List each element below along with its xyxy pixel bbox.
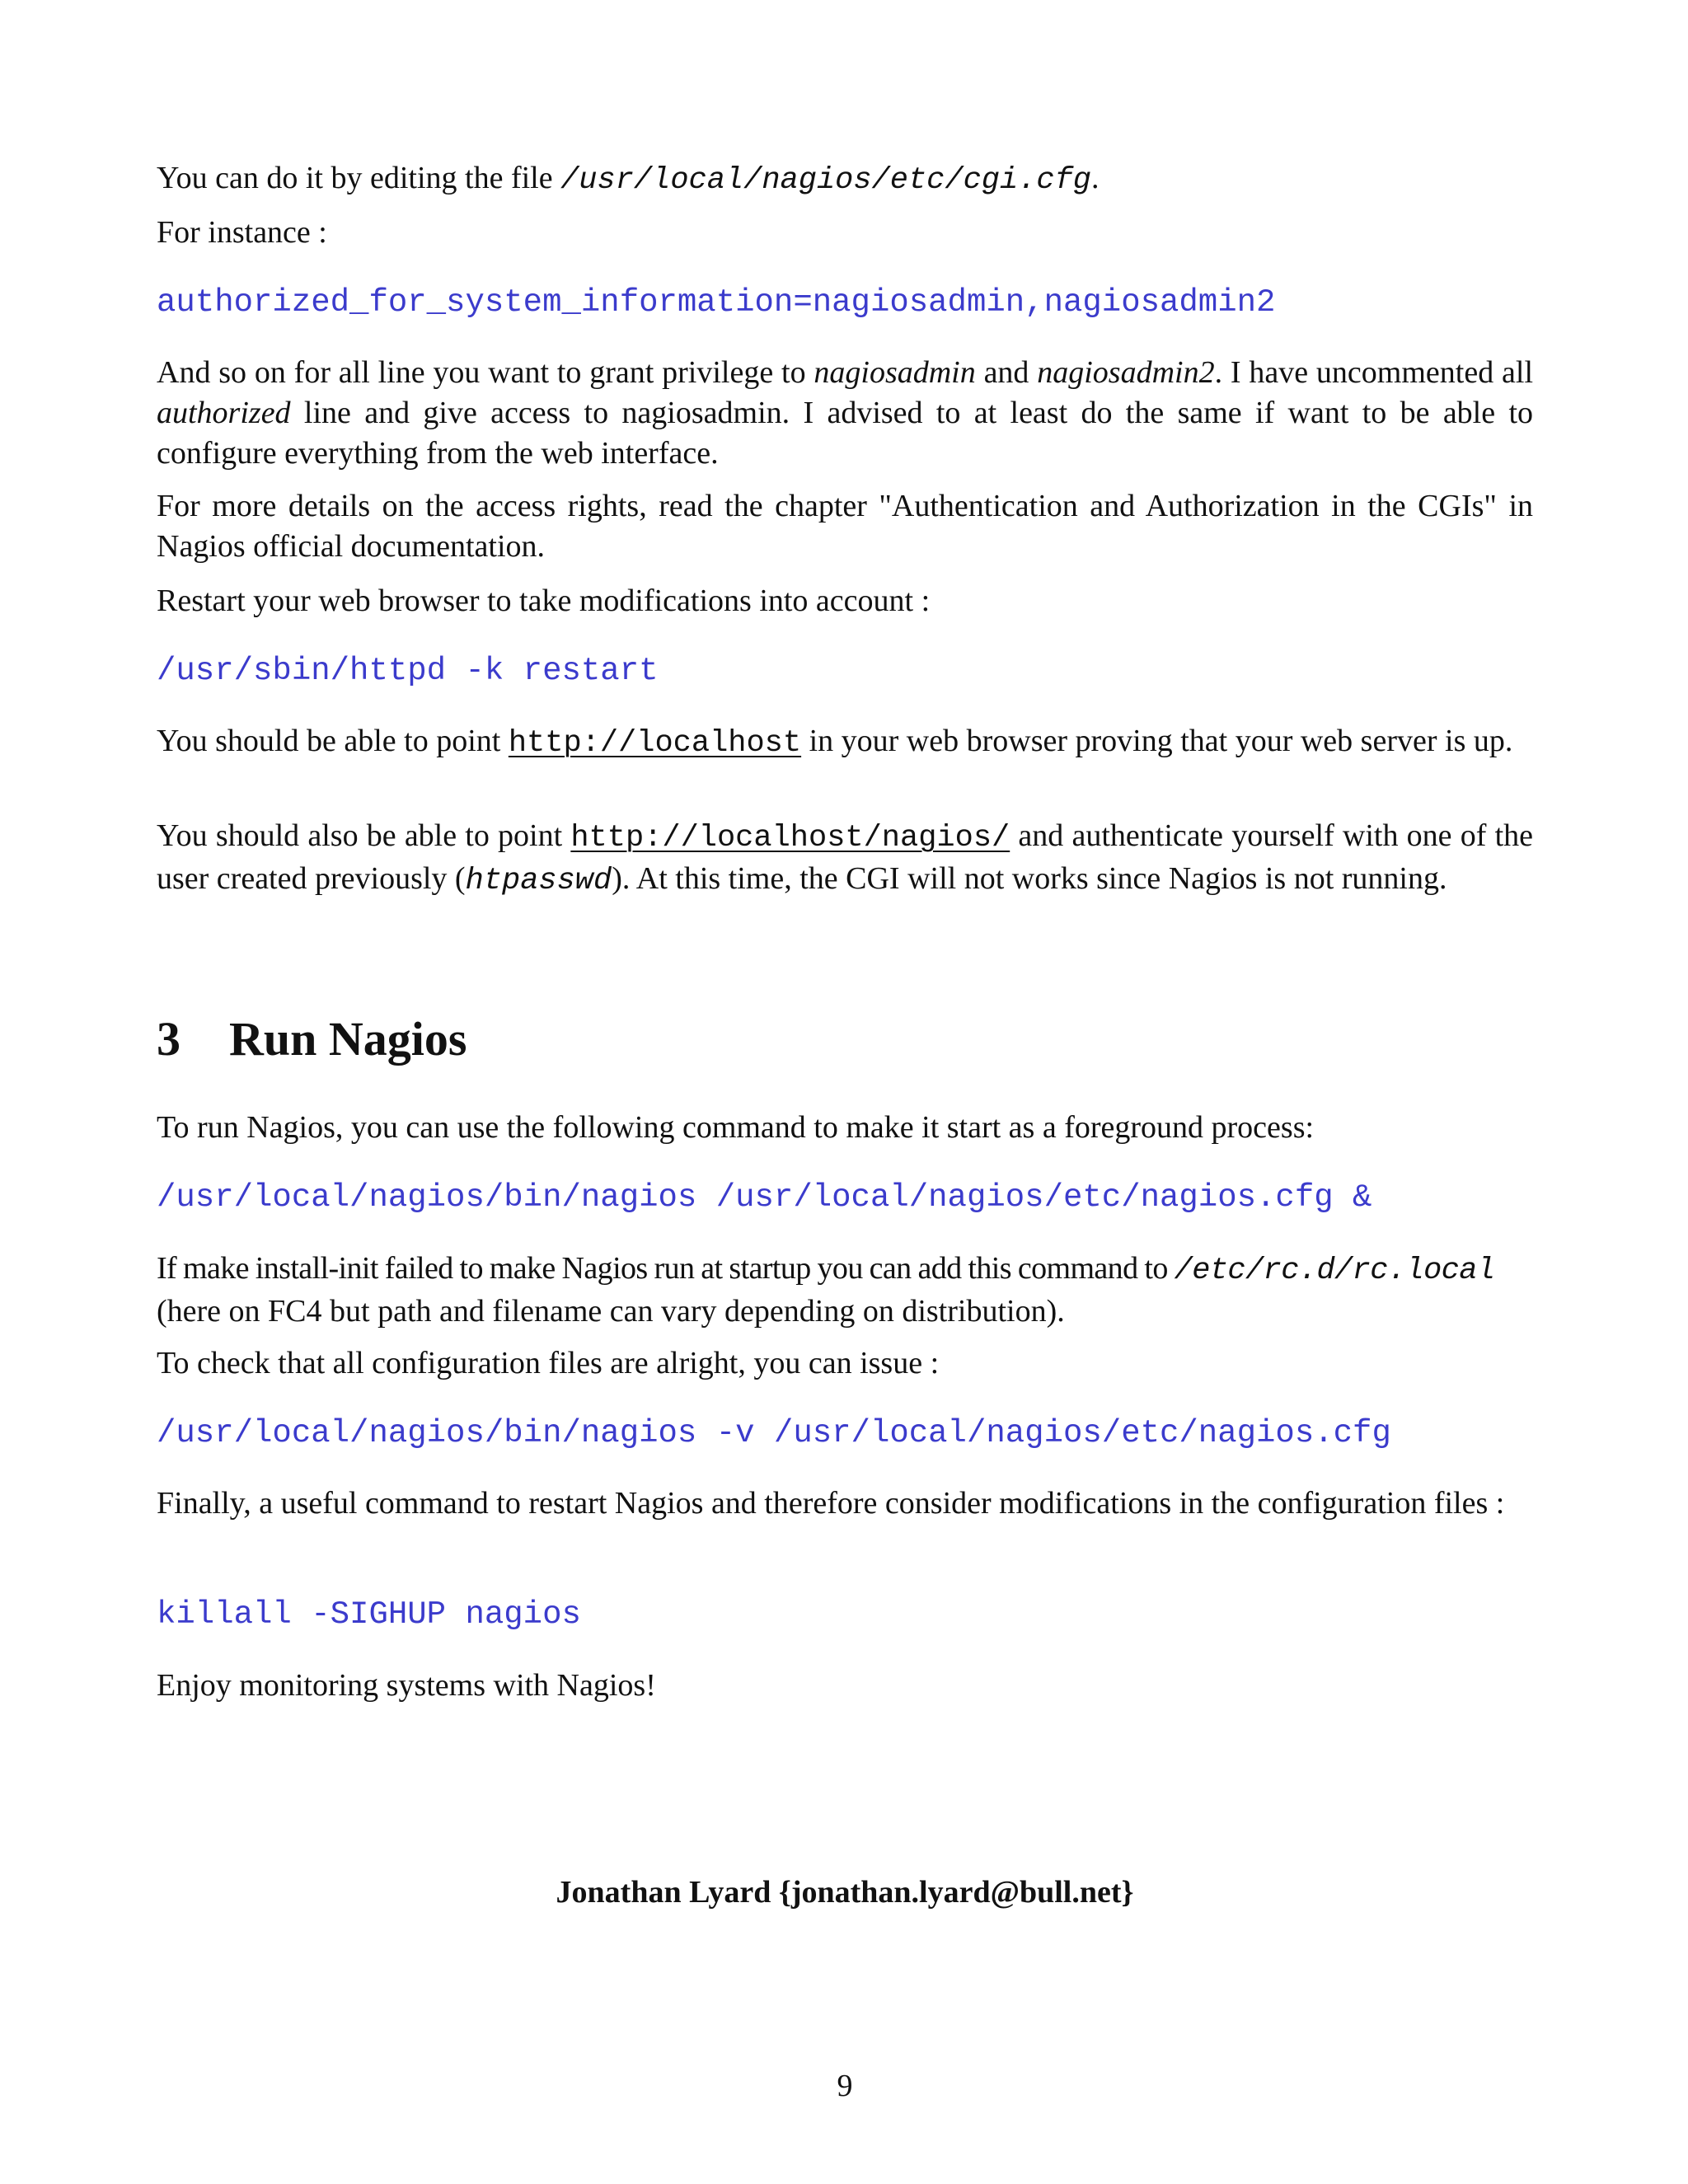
page-number: 9 (837, 2069, 853, 2103)
section-heading (157, 1012, 467, 1066)
command-name: htpasswd (465, 864, 612, 898)
section-number: 3 (157, 1012, 181, 1066)
paragraph-restart-browser: Restart your web browser to take modifications into account : (157, 583, 931, 618)
paragraph-enjoy: Enjoy monitoring systems with Nagios! (157, 1668, 656, 1703)
paragraph-text: You can do it by editing the file (157, 161, 561, 195)
paragraph-run-nagios: To run Nagios, you can use the following command to make it start as a foreground process: (157, 1110, 1315, 1145)
paragraph-text: You should also be able to point (157, 818, 571, 853)
paragraph-text: in your web browser proving that your web server is up. (801, 724, 1513, 758)
paragraph-text: (here on FC4 but path and filename can vary depending on distribution). (157, 1294, 1065, 1329)
paragraph-access-rights: For more details on the access rights, read the chapter "Authentication and Authorization in the CGIs" in Nagios official documentation. (157, 489, 1533, 564)
paragraph-check-config: To check that all configuration files are alright, you can issue : (157, 1346, 940, 1380)
paragraph-text: You should be able to point (157, 724, 509, 758)
paragraph-text: line and give access to nagiosadmin. I advised to at least do the same if want to be able to configure everything from the web interface. (157, 396, 1533, 471)
paragraph-privileges (157, 353, 1533, 474)
paragraph-text: . (1091, 161, 1100, 195)
paragraph-restart-nagios: Finally, a useful command to restart Nagios and therefore consider modifications in the configuration files : (157, 1486, 1505, 1521)
paragraph-text: and (975, 355, 1038, 390)
paragraph-text: ). At this time, the CGI will not works since Nagios is not running. (612, 861, 1447, 896)
paragraph-text: and authenticate yourself with one of the user created previously ( (157, 818, 1533, 896)
document-page (157, 0, 1541, 2184)
file-path: /usr/local/nagios/etc/cgi.cfg (560, 163, 1091, 198)
code-block-authorized: authorized_for_system_information=nagiosadmin,nagiosadmin2 (157, 284, 1276, 321)
section-title: Run Nagios (229, 1012, 467, 1066)
keyword: authorized (157, 396, 291, 430)
user-name: nagiosadmin (814, 355, 976, 390)
code-block-httpd-restart: /usr/sbin/httpd -k restart (157, 653, 659, 689)
paragraph-for-instance: For instance : (157, 215, 327, 250)
paragraph-startup (157, 1249, 1558, 1332)
paragraph-cgi-file (157, 158, 1533, 201)
paragraph-text: If make install-init failed to make Nagios run at startup you can add this command to (157, 1251, 1175, 1286)
code-block-verify-config: /usr/local/nagios/bin/nagios -v /usr/local/nagios/etc/nagios.cfg (157, 1415, 1391, 1451)
paragraph-nagios-url (157, 816, 1533, 902)
link-localhost[interactable]: http://localhost (508, 726, 802, 761)
user-name: nagiosadmin2 (1037, 355, 1215, 390)
code-block-run-nagios: /usr/local/nagios/bin/nagios /usr/local/nagios/etc/nagios.cfg & (157, 1179, 1372, 1216)
author-signature: Jonathan Lyard {jonathan.lyard@bull.net} (556, 1875, 1134, 1910)
file-path: /etc/rc.d/rc.local (1174, 1254, 1495, 1288)
code-block-sighup: killall -SIGHUP nagios (157, 1596, 581, 1633)
link-localhost-nagios[interactable]: http://localhost/nagios/ (570, 821, 1010, 855)
paragraph-localhost (157, 721, 1533, 764)
paragraph-text: And so on for all line you want to grant privilege to (157, 355, 814, 390)
paragraph-text: . I have uncommented all (1214, 355, 1534, 390)
